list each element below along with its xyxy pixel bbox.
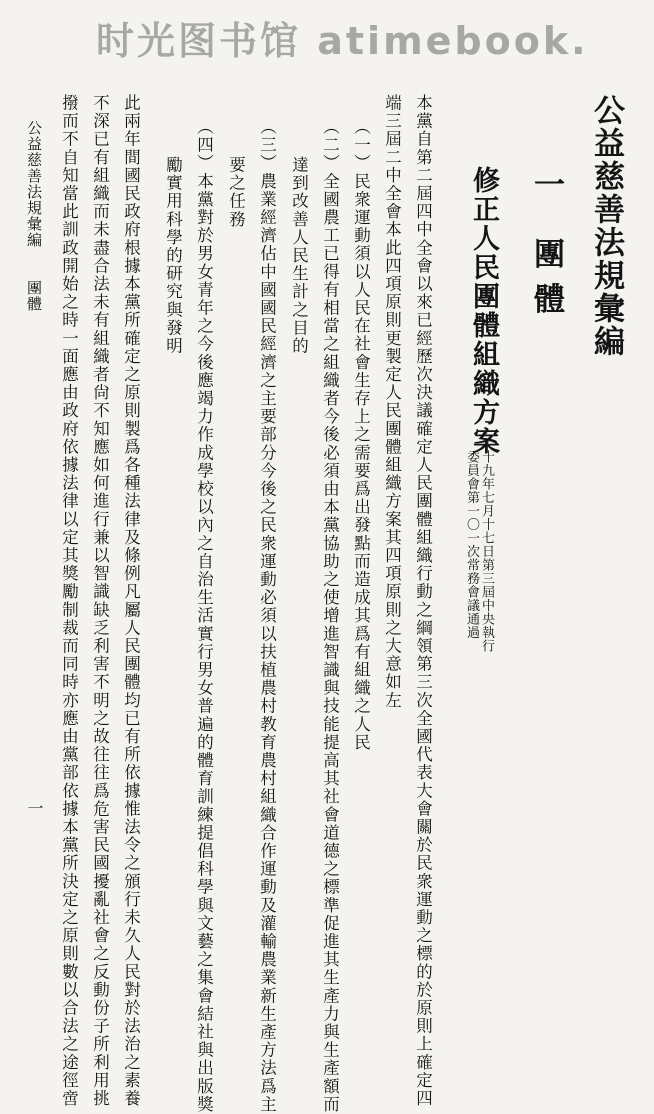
footer-book-title: 公益慈善法規彙編: [25, 120, 43, 248]
document-note-line-1: 十九年七月十七日第三屆中央執行: [479, 450, 494, 653]
document-note-line-2: 委員會第一〇一次常務會議通過: [464, 450, 479, 639]
paragraph-line: 此兩年間國民政府根據本黨所確定之原則製爲各種法律及條例凡屬人民團體均已有所依據惟法令之頒行未久人民對於法治之素養: [121, 94, 141, 1108]
paragraph-line: 撥而不自知當此訓政開始之時一面應由政府依據法律以定其獎勵制裁而同時亦應由黨部依據本黨所決定之原則數以合法之途徑啻: [59, 94, 79, 1108]
paragraph-line: 不深已有組織而未盡合法未有組織者尙不知應如何進行兼以智識缺乏利害不明之故往往爲危害民國擾亂社會之反動份子所利用挑: [90, 94, 110, 1108]
paragraph-line: 端三屆二中全會本此四項原則更製定人民團體組織方案其四項原則之大意如左: [382, 94, 402, 710]
document-title: 修正人民團體組織方案: [468, 166, 499, 456]
page-number: 一: [25, 800, 44, 816]
watermark: 时光图书馆 atimebook.: [96, 19, 589, 62]
paragraph-line: 勵實用科學的研究與發明: [163, 156, 183, 356]
paragraph-line: （二）全國農工已得有相當之組織者今後必須由本黨協助之使增進智識與技能提高其社會道德之標準促進其生產力與生產額而: [320, 118, 340, 1114]
paragraph-line: （四）本黨對於男女青年之今後應竭力作成學校以內之自治生活實行男女普遍的體育訓練提倡科學與文藝之集會結社與出版獎: [194, 118, 214, 1114]
paragraph-line: 要之任務: [226, 156, 246, 229]
section-title: 一 團體: [528, 168, 564, 328]
paragraph-line: （三）農業經濟佔中國國民經濟之主要部分今後之民衆運動必須以扶植農村教育農村組織合作運動及灌輸農業新生產方法爲主: [257, 118, 277, 1114]
paragraph-line: 本黨自第二屆四中全會以來已經歷次決議確定人民團體組織行動之綱領第三次全國代表大會關於民衆運動之標的於原則上確定四: [413, 94, 433, 1108]
paragraph-line: （一）民衆運動須以人民在社會生存上之需要爲出發點而造成其爲有組織之人民: [351, 118, 371, 752]
paragraph-line: 達到改善人民生計之目的: [289, 156, 309, 356]
book-title: 公益慈善法規彙編: [588, 94, 624, 358]
footer-section: 團體: [25, 280, 43, 312]
